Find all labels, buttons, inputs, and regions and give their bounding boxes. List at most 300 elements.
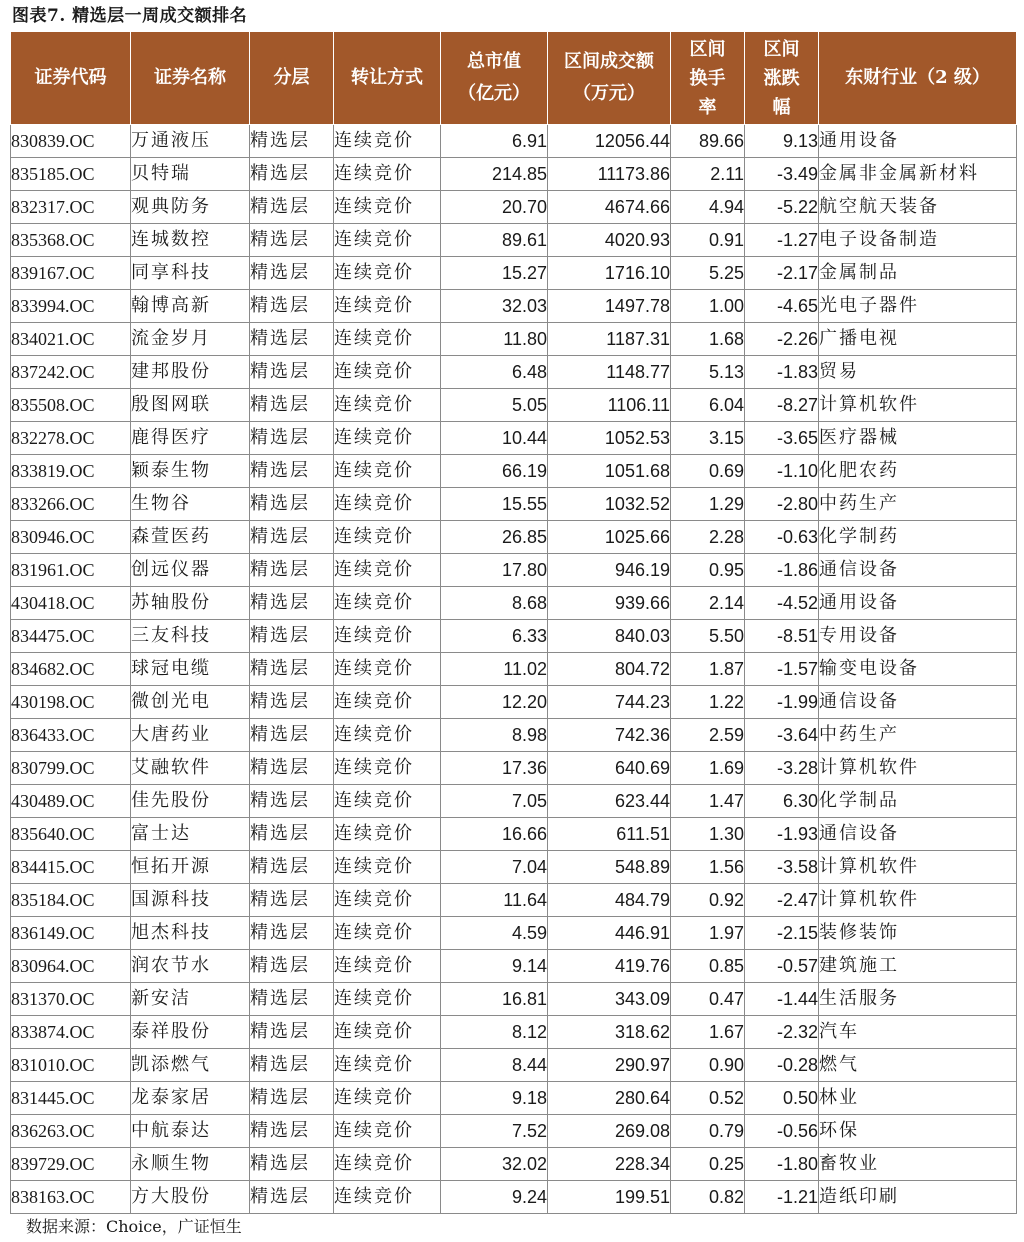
table-row <box>11 125 1017 158</box>
turnover-amount-cell: 228.34 <box>548 1148 671 1181</box>
industry-cell: 计算机软件 <box>819 851 1017 884</box>
security-name-cell: 凯添燃气 <box>131 1049 250 1082</box>
price-change-cell: 6.30 <box>745 785 819 818</box>
market-cap-cell: 11.02 <box>441 653 548 686</box>
transfer-method-cell: 连续竞价 <box>334 1016 441 1049</box>
turnover-rate-cell: 1.68 <box>671 323 745 356</box>
security-code-cell: 839729.OC <box>11 1148 131 1181</box>
table-row <box>11 1115 1017 1148</box>
price-change-cell: -2.26 <box>745 323 819 356</box>
turnover-rate-cell: 0.92 <box>671 884 745 917</box>
security-code-cell: 830964.OC <box>11 950 131 983</box>
table-row <box>11 818 1017 851</box>
transfer-method-cell: 连续竞价 <box>334 389 441 422</box>
tier-cell: 精选层 <box>250 719 334 752</box>
turnover-amount-cell: 484.79 <box>548 884 671 917</box>
tier-cell: 精选层 <box>250 356 334 389</box>
header-row <box>11 32 1017 125</box>
header-turnover-amount-line1: 区间成交额 <box>564 51 654 72</box>
turnover-rate-cell: 0.25 <box>671 1148 745 1181</box>
table-row <box>11 1049 1017 1082</box>
table-row <box>11 620 1017 653</box>
transfer-method-cell: 连续竞价 <box>334 488 441 521</box>
security-name-cell: 龙泰家居 <box>131 1082 250 1115</box>
turnover-rate-cell: 2.14 <box>671 587 745 620</box>
industry-cell: 燃气 <box>819 1049 1017 1082</box>
tier-cell: 精选层 <box>250 818 334 851</box>
market-cap-cell: 26.85 <box>441 521 548 554</box>
industry-cell: 专用设备 <box>819 620 1017 653</box>
transfer-method-cell: 连续竞价 <box>334 620 441 653</box>
security-code-cell: 835640.OC <box>11 818 131 851</box>
security-code-cell: 836433.OC <box>11 719 131 752</box>
header-turnover-rate <box>671 32 745 125</box>
turnover-amount-cell: 946.19 <box>548 554 671 587</box>
turnover-rate-cell: 0.79 <box>671 1115 745 1148</box>
turnover-amount-cell: 1052.53 <box>548 422 671 455</box>
turnover-rate-cell: 0.85 <box>671 950 745 983</box>
market-cap-cell: 11.64 <box>441 884 548 917</box>
transfer-method-cell: 连续竞价 <box>334 1115 441 1148</box>
tier-cell: 精选层 <box>250 785 334 818</box>
turnover-rate-cell: 0.47 <box>671 983 745 1016</box>
security-code-cell: 835368.OC <box>11 224 131 257</box>
turnover-amount-cell: 939.66 <box>548 587 671 620</box>
industry-cell: 建筑施工 <box>819 950 1017 983</box>
security-name-cell: 万通液压 <box>131 125 250 158</box>
market-cap-cell: 6.48 <box>441 356 548 389</box>
security-name-cell: 球冠电缆 <box>131 653 250 686</box>
security-name-cell: 恒拓开源 <box>131 851 250 884</box>
tier-cell: 精选层 <box>250 224 334 257</box>
tier-cell: 精选层 <box>250 191 334 224</box>
market-cap-cell: 17.80 <box>441 554 548 587</box>
turnover-rate-cell: 1.56 <box>671 851 745 884</box>
tier-cell: 精选层 <box>250 1016 334 1049</box>
transfer-method-cell: 连续竞价 <box>334 587 441 620</box>
turnover-rate-cell: 2.11 <box>671 158 745 191</box>
turnover-rate-cell: 6.04 <box>671 389 745 422</box>
price-change-cell: -1.10 <box>745 455 819 488</box>
price-change-cell: -0.57 <box>745 950 819 983</box>
industry-cell: 输变电设备 <box>819 653 1017 686</box>
market-cap-cell: 11.80 <box>441 323 548 356</box>
market-cap-cell: 9.14 <box>441 950 548 983</box>
turnover-rate-cell: 0.52 <box>671 1082 745 1115</box>
header-change <box>745 32 819 125</box>
turnover-rate-cell: 5.25 <box>671 257 745 290</box>
turnover-amount-cell: 804.72 <box>548 653 671 686</box>
header-turnover-rate-line1: 区间 <box>689 38 726 60</box>
turnover-amount-cell: 1106.11 <box>548 389 671 422</box>
turnover-amount-cell: 446.91 <box>548 917 671 950</box>
tier-cell: 精选层 <box>250 1049 334 1082</box>
price-change-cell: 0.50 <box>745 1082 819 1115</box>
price-change-cell: -1.83 <box>745 356 819 389</box>
industry-cell: 化肥农药 <box>819 455 1017 488</box>
security-name-cell: 国源科技 <box>131 884 250 917</box>
turnover-amount-cell: 548.89 <box>548 851 671 884</box>
transfer-method-cell: 连续竞价 <box>334 191 441 224</box>
turnover-amount-cell: 1148.77 <box>548 356 671 389</box>
security-code-cell: 430418.OC <box>11 587 131 620</box>
table-row <box>11 719 1017 752</box>
price-change-cell: -0.63 <box>745 521 819 554</box>
transfer-method-cell: 连续竞价 <box>334 950 441 983</box>
tier-cell: 精选层 <box>250 983 334 1016</box>
header-change-line1: 区间 <box>763 38 800 60</box>
transfer-method-cell: 连续竞价 <box>334 653 441 686</box>
table-row <box>11 1148 1017 1181</box>
security-code-cell: 831445.OC <box>11 1082 131 1115</box>
tier-cell: 精选层 <box>250 290 334 323</box>
security-code-cell: 834475.OC <box>11 620 131 653</box>
market-cap-cell: 89.61 <box>441 224 548 257</box>
tier-cell: 精选层 <box>250 1115 334 1148</box>
price-change-cell: -2.32 <box>745 1016 819 1049</box>
header-code: 证券代码 <box>11 32 131 125</box>
tier-cell: 精选层 <box>250 851 334 884</box>
table-row <box>11 323 1017 356</box>
turnover-rate-cell: 0.69 <box>671 455 745 488</box>
turnover-rate-cell: 4.94 <box>671 191 745 224</box>
industry-cell: 化学制药 <box>819 521 1017 554</box>
security-code-cell: 835184.OC <box>11 884 131 917</box>
market-cap-cell: 66.19 <box>441 455 548 488</box>
turnover-rate-cell: 3.15 <box>671 422 745 455</box>
turnover-rate-cell: 1.97 <box>671 917 745 950</box>
security-name-cell: 中航泰达 <box>131 1115 250 1148</box>
industry-cell: 通用设备 <box>819 125 1017 158</box>
security-name-cell: 旭杰科技 <box>131 917 250 950</box>
transfer-method-cell: 连续竞价 <box>334 686 441 719</box>
header-tier: 分层 <box>250 32 334 125</box>
header-market-cap <box>441 32 548 125</box>
security-code-cell: 831010.OC <box>11 1049 131 1082</box>
security-name-cell: 艾融软件 <box>131 752 250 785</box>
price-change-cell: -3.58 <box>745 851 819 884</box>
industry-cell: 电子设备制造 <box>819 224 1017 257</box>
price-change-cell: -2.80 <box>745 488 819 521</box>
header-method: 转让方式 <box>334 32 441 125</box>
industry-cell: 广播电视 <box>819 323 1017 356</box>
table-row <box>11 224 1017 257</box>
transfer-method-cell: 连续竞价 <box>334 1181 441 1214</box>
table-row <box>11 752 1017 785</box>
market-cap-cell: 32.02 <box>441 1148 548 1181</box>
turnover-amount-cell: 4674.66 <box>548 191 671 224</box>
security-name-cell: 新安洁 <box>131 983 250 1016</box>
transfer-method-cell: 连续竞价 <box>334 851 441 884</box>
security-name-cell: 流金岁月 <box>131 323 250 356</box>
security-code-cell: 833266.OC <box>11 488 131 521</box>
security-code-cell: 834415.OC <box>11 851 131 884</box>
turnover-rate-cell: 5.50 <box>671 620 745 653</box>
market-cap-cell: 7.04 <box>441 851 548 884</box>
tier-cell: 精选层 <box>250 752 334 785</box>
industry-cell: 医疗器械 <box>819 422 1017 455</box>
table-row <box>11 686 1017 719</box>
market-cap-cell: 32.03 <box>441 290 548 323</box>
security-name-cell: 泰祥股份 <box>131 1016 250 1049</box>
price-change-cell: -0.28 <box>745 1049 819 1082</box>
turnover-amount-cell: 12056.44 <box>548 125 671 158</box>
turnover-rate-cell: 5.13 <box>671 356 745 389</box>
price-change-cell: -1.93 <box>745 818 819 851</box>
industry-cell: 计算机软件 <box>819 389 1017 422</box>
security-code-cell: 836149.OC <box>11 917 131 950</box>
table-row <box>11 158 1017 191</box>
transfer-method-cell: 连续竞价 <box>334 554 441 587</box>
table-row <box>11 587 1017 620</box>
market-cap-cell: 15.27 <box>441 257 548 290</box>
turnover-rate-cell: 0.82 <box>671 1181 745 1214</box>
price-change-cell: -1.86 <box>745 554 819 587</box>
header-change-line3: 幅 <box>772 96 791 118</box>
security-name-cell: 苏轴股份 <box>131 587 250 620</box>
tier-cell: 精选层 <box>250 1082 334 1115</box>
industry-cell: 贸易 <box>819 356 1017 389</box>
turnover-rate-cell: 89.66 <box>671 125 745 158</box>
tier-cell: 精选层 <box>250 422 334 455</box>
industry-cell: 光电子器件 <box>819 290 1017 323</box>
security-code-cell: 832317.OC <box>11 191 131 224</box>
table-row <box>11 488 1017 521</box>
security-name-cell: 同享科技 <box>131 257 250 290</box>
market-cap-cell: 16.66 <box>441 818 548 851</box>
transfer-method-cell: 连续竞价 <box>334 290 441 323</box>
tier-cell: 精选层 <box>250 257 334 290</box>
security-name-cell: 三友科技 <box>131 620 250 653</box>
industry-cell: 中药生产 <box>819 488 1017 521</box>
market-cap-cell: 4.59 <box>441 917 548 950</box>
market-cap-cell: 10.44 <box>441 422 548 455</box>
turnover-amount-cell: 1716.10 <box>548 257 671 290</box>
industry-cell: 通信设备 <box>819 818 1017 851</box>
transfer-method-cell: 连续竞价 <box>334 356 441 389</box>
security-code-cell: 836263.OC <box>11 1115 131 1148</box>
table-body <box>11 125 1017 1214</box>
market-cap-cell: 7.05 <box>441 785 548 818</box>
tier-cell: 精选层 <box>250 620 334 653</box>
security-code-cell: 834682.OC <box>11 653 131 686</box>
tier-cell: 精选层 <box>250 917 334 950</box>
tier-cell: 精选层 <box>250 323 334 356</box>
transfer-method-cell: 连续竞价 <box>334 422 441 455</box>
security-code-cell: 830839.OC <box>11 125 131 158</box>
table-row <box>11 1016 1017 1049</box>
price-change-cell: -5.22 <box>745 191 819 224</box>
security-name-cell: 鹿得医疗 <box>131 422 250 455</box>
industry-cell: 造纸印刷 <box>819 1181 1017 1214</box>
price-change-cell: -8.27 <box>745 389 819 422</box>
security-name-cell: 森萱医药 <box>131 521 250 554</box>
turnover-rate-cell: 0.90 <box>671 1049 745 1082</box>
tier-cell: 精选层 <box>250 521 334 554</box>
turnover-amount-cell: 1497.78 <box>548 290 671 323</box>
turnover-amount-cell: 280.64 <box>548 1082 671 1115</box>
table-row <box>11 521 1017 554</box>
industry-cell: 生活服务 <box>819 983 1017 1016</box>
security-name-cell: 永顺生物 <box>131 1148 250 1181</box>
turnover-amount-cell: 1051.68 <box>548 455 671 488</box>
security-code-cell: 833874.OC <box>11 1016 131 1049</box>
turnover-rate-cell: 2.59 <box>671 719 745 752</box>
turnover-amount-cell: 744.23 <box>548 686 671 719</box>
price-change-cell: -2.15 <box>745 917 819 950</box>
transfer-method-cell: 连续竞价 <box>334 818 441 851</box>
security-name-cell: 翰博高新 <box>131 290 250 323</box>
turnover-amount-cell: 343.09 <box>548 983 671 1016</box>
table-row <box>11 389 1017 422</box>
turnover-amount-cell: 290.97 <box>548 1049 671 1082</box>
transfer-method-cell: 连续竞价 <box>334 224 441 257</box>
table-row <box>11 554 1017 587</box>
transfer-method-cell: 连续竞价 <box>334 455 441 488</box>
price-change-cell: -1.80 <box>745 1148 819 1181</box>
tier-cell: 精选层 <box>250 950 334 983</box>
transfer-method-cell: 连续竞价 <box>334 257 441 290</box>
market-cap-cell: 8.98 <box>441 719 548 752</box>
price-change-cell: -1.21 <box>745 1181 819 1214</box>
industry-cell: 通信设备 <box>819 686 1017 719</box>
header-market-cap-line1: 总市值 <box>467 51 521 72</box>
market-cap-cell: 17.36 <box>441 752 548 785</box>
security-name-cell: 生物谷 <box>131 488 250 521</box>
industry-cell: 装修装饰 <box>819 917 1017 950</box>
market-cap-cell: 214.85 <box>441 158 548 191</box>
price-change-cell: -0.56 <box>745 1115 819 1148</box>
table-row <box>11 950 1017 983</box>
price-change-cell: -3.49 <box>745 158 819 191</box>
header-turnover-rate-line3: 率 <box>698 96 717 118</box>
table-row <box>11 1181 1017 1214</box>
header-name: 证券名称 <box>131 32 250 125</box>
turnover-amount-cell: 199.51 <box>548 1181 671 1214</box>
market-cap-cell: 9.24 <box>441 1181 548 1214</box>
transfer-method-cell: 连续竞价 <box>334 521 441 554</box>
market-cap-cell: 16.81 <box>441 983 548 1016</box>
turnover-amount-cell: 840.03 <box>548 620 671 653</box>
market-cap-cell: 6.33 <box>441 620 548 653</box>
turnover-amount-cell: 611.51 <box>548 818 671 851</box>
security-code-cell: 831370.OC <box>11 983 131 1016</box>
industry-cell: 金属制品 <box>819 257 1017 290</box>
security-name-cell: 大唐药业 <box>131 719 250 752</box>
ranking-table <box>10 31 1017 1214</box>
security-name-cell: 贝特瑞 <box>131 158 250 191</box>
price-change-cell: -8.51 <box>745 620 819 653</box>
transfer-method-cell: 连续竞价 <box>334 1082 441 1115</box>
header-change-line2: 涨跌 <box>763 67 800 89</box>
tier-cell: 精选层 <box>250 389 334 422</box>
turnover-rate-cell: 1.29 <box>671 488 745 521</box>
transfer-method-cell: 连续竞价 <box>334 158 441 191</box>
security-code-cell: 833819.OC <box>11 455 131 488</box>
turnover-amount-cell: 623.44 <box>548 785 671 818</box>
tier-cell: 精选层 <box>250 587 334 620</box>
turnover-amount-cell: 1187.31 <box>548 323 671 356</box>
market-cap-cell: 8.68 <box>441 587 548 620</box>
security-name-cell: 微创光电 <box>131 686 250 719</box>
table-row <box>11 422 1017 455</box>
security-code-cell: 832278.OC <box>11 422 131 455</box>
table-row <box>11 191 1017 224</box>
security-code-cell: 430198.OC <box>11 686 131 719</box>
price-change-cell: -1.44 <box>745 983 819 1016</box>
price-change-cell: -3.65 <box>745 422 819 455</box>
table-row <box>11 356 1017 389</box>
security-code-cell: 830946.OC <box>11 521 131 554</box>
market-cap-cell: 8.44 <box>441 1049 548 1082</box>
turnover-amount-cell: 742.36 <box>548 719 671 752</box>
table-row <box>11 290 1017 323</box>
price-change-cell: -1.99 <box>745 686 819 719</box>
turnover-rate-cell: 2.28 <box>671 521 745 554</box>
security-name-cell: 观典防务 <box>131 191 250 224</box>
transfer-method-cell: 连续竞价 <box>334 719 441 752</box>
header-market-cap-line2: （亿元） <box>458 83 530 104</box>
turnover-amount-cell: 11173.86 <box>548 158 671 191</box>
tier-cell: 精选层 <box>250 1181 334 1214</box>
industry-cell: 林业 <box>819 1082 1017 1115</box>
tier-cell: 精选层 <box>250 884 334 917</box>
security-code-cell: 831961.OC <box>11 554 131 587</box>
security-name-cell: 创远仪器 <box>131 554 250 587</box>
turnover-amount-cell: 640.69 <box>548 752 671 785</box>
header-turnover-rate-line2: 换手 <box>689 67 726 89</box>
security-code-cell: 837242.OC <box>11 356 131 389</box>
industry-cell: 畜牧业 <box>819 1148 1017 1181</box>
price-change-cell: -4.52 <box>745 587 819 620</box>
price-change-cell: -1.27 <box>745 224 819 257</box>
data-source-note: 数据来源：Choice，广证恒生 <box>26 1217 242 1236</box>
industry-cell: 化学制品 <box>819 785 1017 818</box>
price-change-cell: 9.13 <box>745 125 819 158</box>
transfer-method-cell: 连续竞价 <box>334 752 441 785</box>
table-row <box>11 257 1017 290</box>
price-change-cell: -3.28 <box>745 752 819 785</box>
security-code-cell: 835185.OC <box>11 158 131 191</box>
table-row <box>11 884 1017 917</box>
table-row <box>11 851 1017 884</box>
transfer-method-cell: 连续竞价 <box>334 983 441 1016</box>
transfer-method-cell: 连续竞价 <box>334 1148 441 1181</box>
transfer-method-cell: 连续竞价 <box>334 884 441 917</box>
transfer-method-cell: 连续竞价 <box>334 125 441 158</box>
market-cap-cell: 5.05 <box>441 389 548 422</box>
tier-cell: 精选层 <box>250 554 334 587</box>
market-cap-cell: 15.55 <box>441 488 548 521</box>
industry-cell: 通信设备 <box>819 554 1017 587</box>
industry-cell: 计算机软件 <box>819 884 1017 917</box>
price-change-cell: -1.57 <box>745 653 819 686</box>
industry-cell: 汽车 <box>819 1016 1017 1049</box>
price-change-cell: -4.65 <box>745 290 819 323</box>
security-name-cell: 佳先股份 <box>131 785 250 818</box>
turnover-amount-cell: 4020.93 <box>548 224 671 257</box>
header-industry: 东财行业（2 级） <box>819 32 1017 125</box>
turnover-rate-cell: 1.00 <box>671 290 745 323</box>
transfer-method-cell: 连续竞价 <box>334 917 441 950</box>
turnover-amount-cell: 318.62 <box>548 1016 671 1049</box>
security-code-cell: 839167.OC <box>11 257 131 290</box>
market-cap-cell: 20.70 <box>441 191 548 224</box>
security-code-cell: 430489.OC <box>11 785 131 818</box>
turnover-rate-cell: 0.91 <box>671 224 745 257</box>
security-code-cell: 833994.OC <box>11 290 131 323</box>
security-name-cell: 建邦股份 <box>131 356 250 389</box>
